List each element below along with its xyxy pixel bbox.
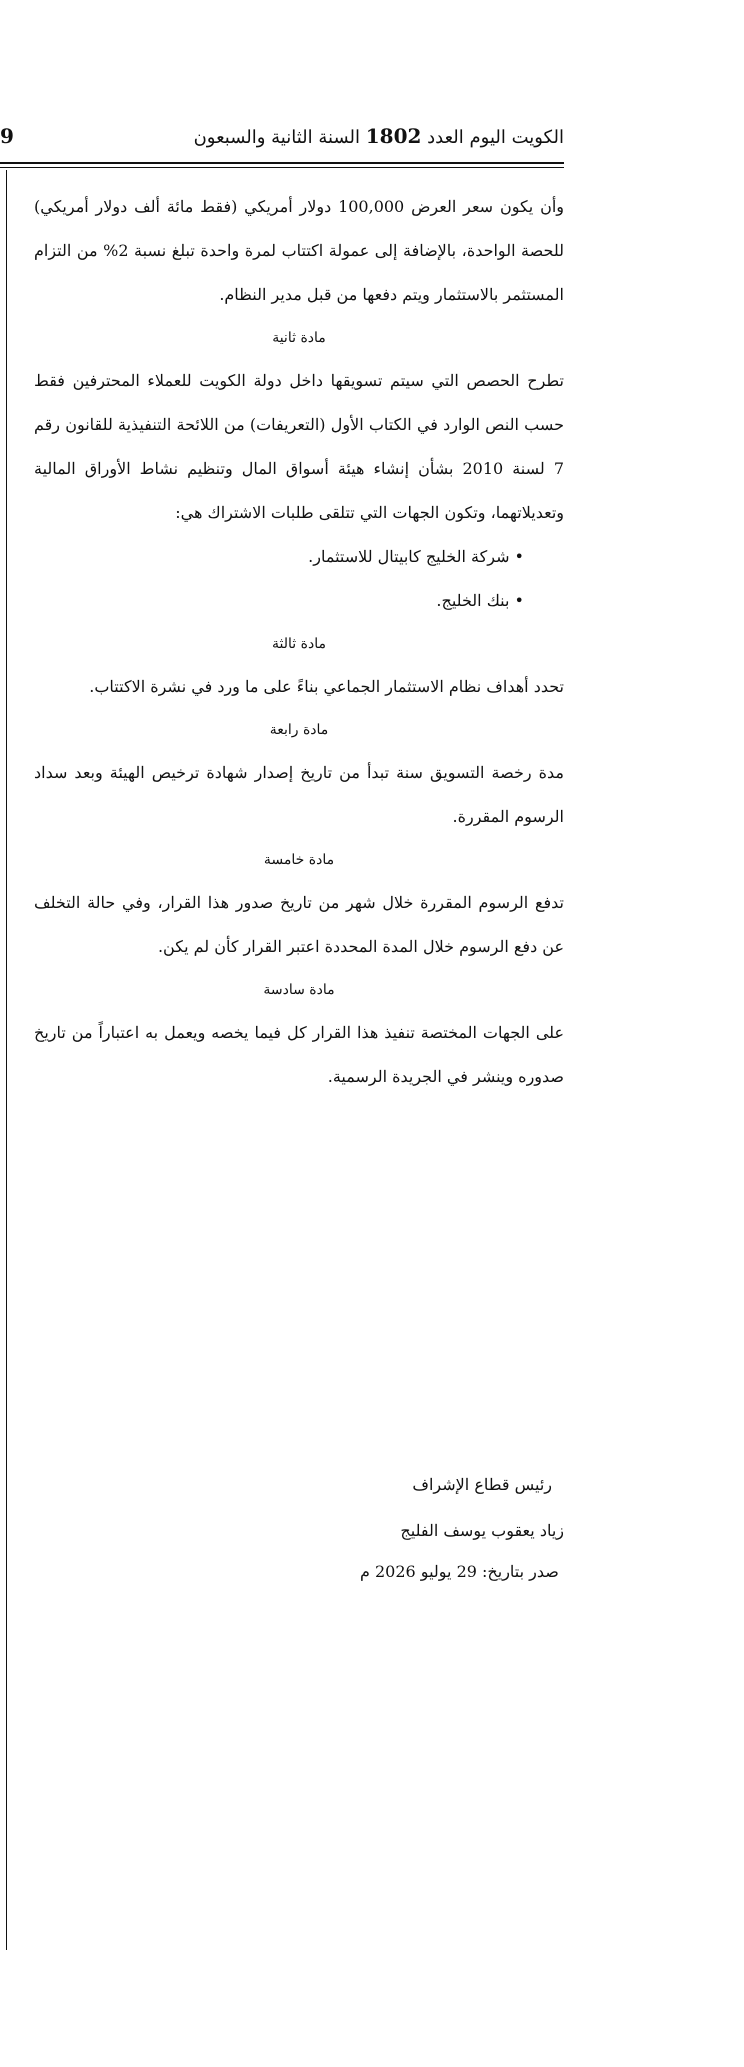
article-body (34, 185, 564, 1099)
page-number: 9 (0, 124, 14, 148)
paragraph-article-6: على الجهات المختصة تنفيذ هذا القرار كل فيما يخصه ويعمل به اعتباراً من تاريخ صدوره وينشر في الجريدة الرسمية. (34, 1023, 564, 1086)
list-item: • بنك الخليج. (34, 579, 524, 623)
column-divider (6, 170, 7, 1950)
signatory-role: رئيس قطاع الإشراف (412, 1475, 552, 1494)
paragraph-article-4: مدة رخصة التسويق سنة تبدأ من تاريخ إصدار شهادة ترخيص الهيئة وبعد سداد الرسوم المقررة. (34, 763, 564, 826)
heading-article-4: مادة رابعة (269, 722, 329, 738)
gazette-title (194, 124, 564, 148)
issue-number: 1802 (365, 124, 422, 148)
issue-date: صدر بتاريخ: 29 يوليو 2026 م (360, 1562, 559, 1581)
header-rule-thick (0, 162, 564, 164)
paragraph-article-2: تطرح الحصص التي سيتم تسويقها داخل دولة الكويت للعملاء المحترفين فقط حسب النص الوارد في الكتاب الأول (التعريفات) من اللائحة التنفيذية للقانون رقم 7 لسنة 2010 بشأن إنشاء هيئة أسواق المال وتنظيم نشاط الأوراق المالية وتعديلاتهما، وتكون الجهات التي تتلقى طلبات الاشتراك هي: (34, 371, 564, 522)
title-prefix: الكويت اليوم العدد (427, 127, 564, 148)
title-suffix: السنة الثانية والسبعون (193, 127, 360, 148)
signature-block (34, 1462, 564, 1554)
heading-article-6: مادة سادسة (263, 982, 335, 998)
paragraph-article-5: تدفع الرسوم المقررة خلال شهر من تاريخ صدور هذا القرار، وفي حالة التخلف عن دفع الرسوم خلال المدة المحددة اعتبر القرار كأن لم يكن. (34, 893, 564, 956)
heading-article-3: مادة ثالثة (272, 636, 326, 652)
header-rule-thin (0, 167, 564, 168)
signatory-name: زياد يعقوب يوسف الفليج (400, 1521, 564, 1540)
page-header (0, 118, 564, 158)
list-item: • شركة الخليج كابيتال للاستثمار. (34, 535, 524, 579)
subscription-entities-list (34, 535, 564, 623)
heading-article-2: مادة ثانية (272, 330, 326, 346)
paragraph-article-3: تحدد أهداف نظام الاستثمار الجماعي بناءً على ما ورد في نشرة الاكتتاب. (89, 677, 564, 696)
heading-article-5: مادة خامسة (263, 852, 335, 868)
paragraph-offer-price: وأن يكون سعر العرض 100,000 دولار أمريكي (فقط مائة ألف دولار أمريكي) للحصة الواحدة، بالإضافة إلى عمولة اكتتاب لمرة واحدة تبلغ نسبة 2% من التزام المستثمر بالاستثمار ويتم دفعها من قبل مدير النظام. (34, 197, 565, 304)
